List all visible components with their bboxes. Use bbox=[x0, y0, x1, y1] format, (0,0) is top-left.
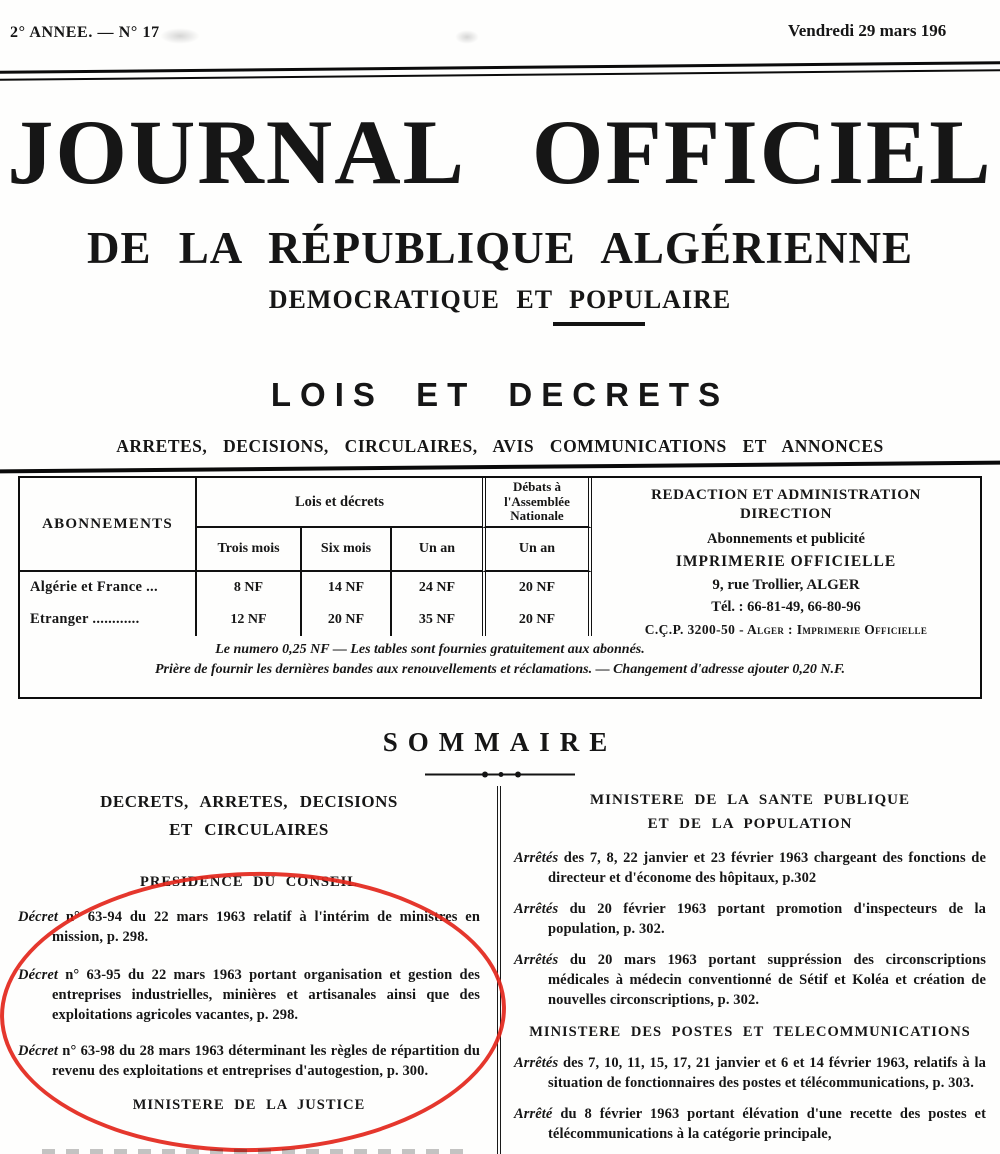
lois-et-decrets-title: LOIS ET DECRETS bbox=[270, 376, 730, 413]
journal-title: JOURNAL OFFICIEL bbox=[7, 101, 993, 203]
col-header-un-an: Un an bbox=[390, 528, 482, 572]
entry-lead: Arrêtés bbox=[514, 850, 559, 866]
entry-text: du 8 février 1963 portant élévation d'une recette des postes et télécommunications à la catégorie principale, bbox=[548, 1106, 987, 1142]
subtitle-underline bbox=[553, 322, 645, 326]
lois-et-decrets-subtitle: ARRETES, DECISIONS, CIRCULAIRES, AVIS COMMUNICATIONS ET ANNONCES bbox=[116, 436, 884, 456]
entry-text: des 7, 8, 22 janvier et 23 février 1963 chargeant des fonctions de directeur et d'économe des hôpitaux, p.302 bbox=[548, 850, 986, 886]
entry-text: n° 63-95 du 22 mars 1963 portant organisation et gestion des entreprises industrielles, minières et artisanales ainsi que des exploitations agricoles vacantes, p. 298. bbox=[52, 967, 480, 1023]
entry-lead: Arrêtés bbox=[514, 952, 559, 968]
section-ministere-justice: MINISTERE DE LA JUSTICE bbox=[132, 1097, 366, 1113]
price-cell: 24 NF bbox=[390, 572, 482, 603]
column-divider bbox=[497, 786, 501, 1154]
col-header-six-mois: Six mois bbox=[300, 528, 390, 572]
debats-col-header-un-an: Un an bbox=[482, 528, 592, 572]
sommaire-right-column bbox=[514, 788, 986, 1144]
table-note-1: Le numero 0,25 NF — Les tables sont fournies gratuitement aux abonnés. bbox=[215, 642, 645, 657]
journal-subtitle-2: DEMOCRATIQUE ET POPULAIRE bbox=[268, 285, 732, 314]
admin-line-4: IMPRIMERIE OFFICIELLE bbox=[675, 553, 897, 570]
subscription-table bbox=[18, 476, 982, 699]
scan-artifact bbox=[160, 28, 200, 44]
admin-line-1: REDACTION ET ADMINISTRATION bbox=[651, 487, 921, 503]
entry-text: n° 63-98 du 28 mars 1963 déterminant les règles de répartition du revenu des exploitations et entreprises d'autogestion, p. 300. bbox=[52, 1043, 480, 1079]
left-heading-line2: ET CIRCULAIRES bbox=[169, 820, 329, 839]
price-cell: 14 NF bbox=[300, 572, 390, 603]
sommaire-entry bbox=[514, 899, 986, 939]
admin-line-6: Tél. : 66-81-49, 66-80-96 bbox=[711, 599, 861, 615]
table-top-rule bbox=[0, 461, 1000, 474]
issue-number: 2° ANNEE. — N° 17 bbox=[10, 24, 160, 41]
row-label-algerie: Algérie et France ... bbox=[20, 572, 197, 603]
journal-subtitle: DE LA RÉPUBLIQUE ALGÉRIENNE bbox=[87, 223, 913, 273]
sommaire-entry bbox=[514, 1053, 986, 1093]
lois-decrets-group-header: Lois et décrets bbox=[197, 478, 482, 528]
table-note-2: Prière de fournir les dernières bandes aux renouvellements et réclamations. — Changement d'adresse ajouter 0,20 N.F. bbox=[154, 662, 846, 677]
entry-text: du 20 février 1963 portant promotion d'inspecteurs de la population, p. 302. bbox=[548, 901, 986, 937]
admin-line-2: DIRECTION bbox=[739, 506, 833, 522]
admin-line-3: Abonnements et publicité bbox=[707, 531, 865, 547]
price-cell: 8 NF bbox=[233, 579, 264, 595]
scan-artifact bbox=[455, 30, 479, 44]
price-cell: 20 NF bbox=[300, 603, 390, 636]
admin-line-7: C.Ç.P. 3200-50 - Alger : Imprimerie Officielle bbox=[644, 622, 928, 637]
price-cell: 20 NF bbox=[482, 603, 592, 636]
entry-lead: Décret bbox=[18, 909, 59, 925]
price-cell: 12 NF bbox=[230, 611, 267, 627]
col-header-trois-mois: Trois mois bbox=[197, 528, 300, 572]
section-sante-title-line1: MINISTERE DE LA SANTE PUBLIQUE bbox=[589, 792, 911, 808]
entry-text: n° 63-94 du 22 mars 1963 relatif à l'intérim de ministres en mission, p. 298. bbox=[52, 909, 480, 945]
entry-lead: Décret bbox=[18, 967, 59, 983]
sommaire-entry bbox=[514, 950, 986, 1010]
section-sante-title-line2: ET DE LA POPULATION bbox=[647, 816, 853, 832]
entry-lead: Décret bbox=[18, 1043, 59, 1059]
entry-lead: Arrêté bbox=[514, 1106, 553, 1122]
entry-text: des 7, 10, 11, 15, 17, 21 janvier et 6 et 14 février 1963, relatifs à la situation de fonctionnaires des postes et télécommunications, p. 303. bbox=[548, 1055, 986, 1091]
entry-lead: Arrêtés bbox=[514, 901, 559, 917]
header-double-rule bbox=[0, 61, 1000, 81]
sommaire-rule-icon bbox=[425, 766, 575, 784]
section-postes-telecommunications: MINISTERE DES POSTES ET TELECOMMUNICATIONS bbox=[529, 1024, 971, 1040]
price-cell: 35 NF bbox=[390, 603, 482, 636]
issue-date: Vendredi 29 mars 196 bbox=[788, 21, 947, 40]
entry-lead: Arrêtés bbox=[514, 1055, 559, 1071]
abonnements-header: ABONNEMENTS bbox=[20, 478, 197, 572]
row-label-etranger: Etranger ............ bbox=[20, 603, 197, 636]
admin-line-5: 9, rue Trollier, ALGER bbox=[712, 577, 860, 593]
entry-text: du 20 mars 1963 portant suppréssion des circonscriptions médicales à médecin conventionné de Sétif et Koléa et création de nouvelles circonscriptions, p. 302. bbox=[548, 952, 986, 1008]
clipped-text-artifact bbox=[42, 1149, 472, 1154]
sommaire-title: SOMMAIRE bbox=[382, 727, 618, 757]
redaction-administration-block bbox=[592, 478, 980, 636]
sommaire-entry bbox=[514, 1104, 986, 1144]
sommaire-entry bbox=[514, 848, 986, 888]
left-heading-line1: DECRETS, ARRETES, DECISIONS bbox=[100, 792, 398, 811]
section-presidence-du-conseil: PRESIDENCE DU CONSEIL bbox=[140, 874, 358, 890]
price-cell: 20 NF bbox=[482, 572, 592, 603]
debats-header: Débats à l'Assemblée Nationale bbox=[482, 478, 592, 528]
